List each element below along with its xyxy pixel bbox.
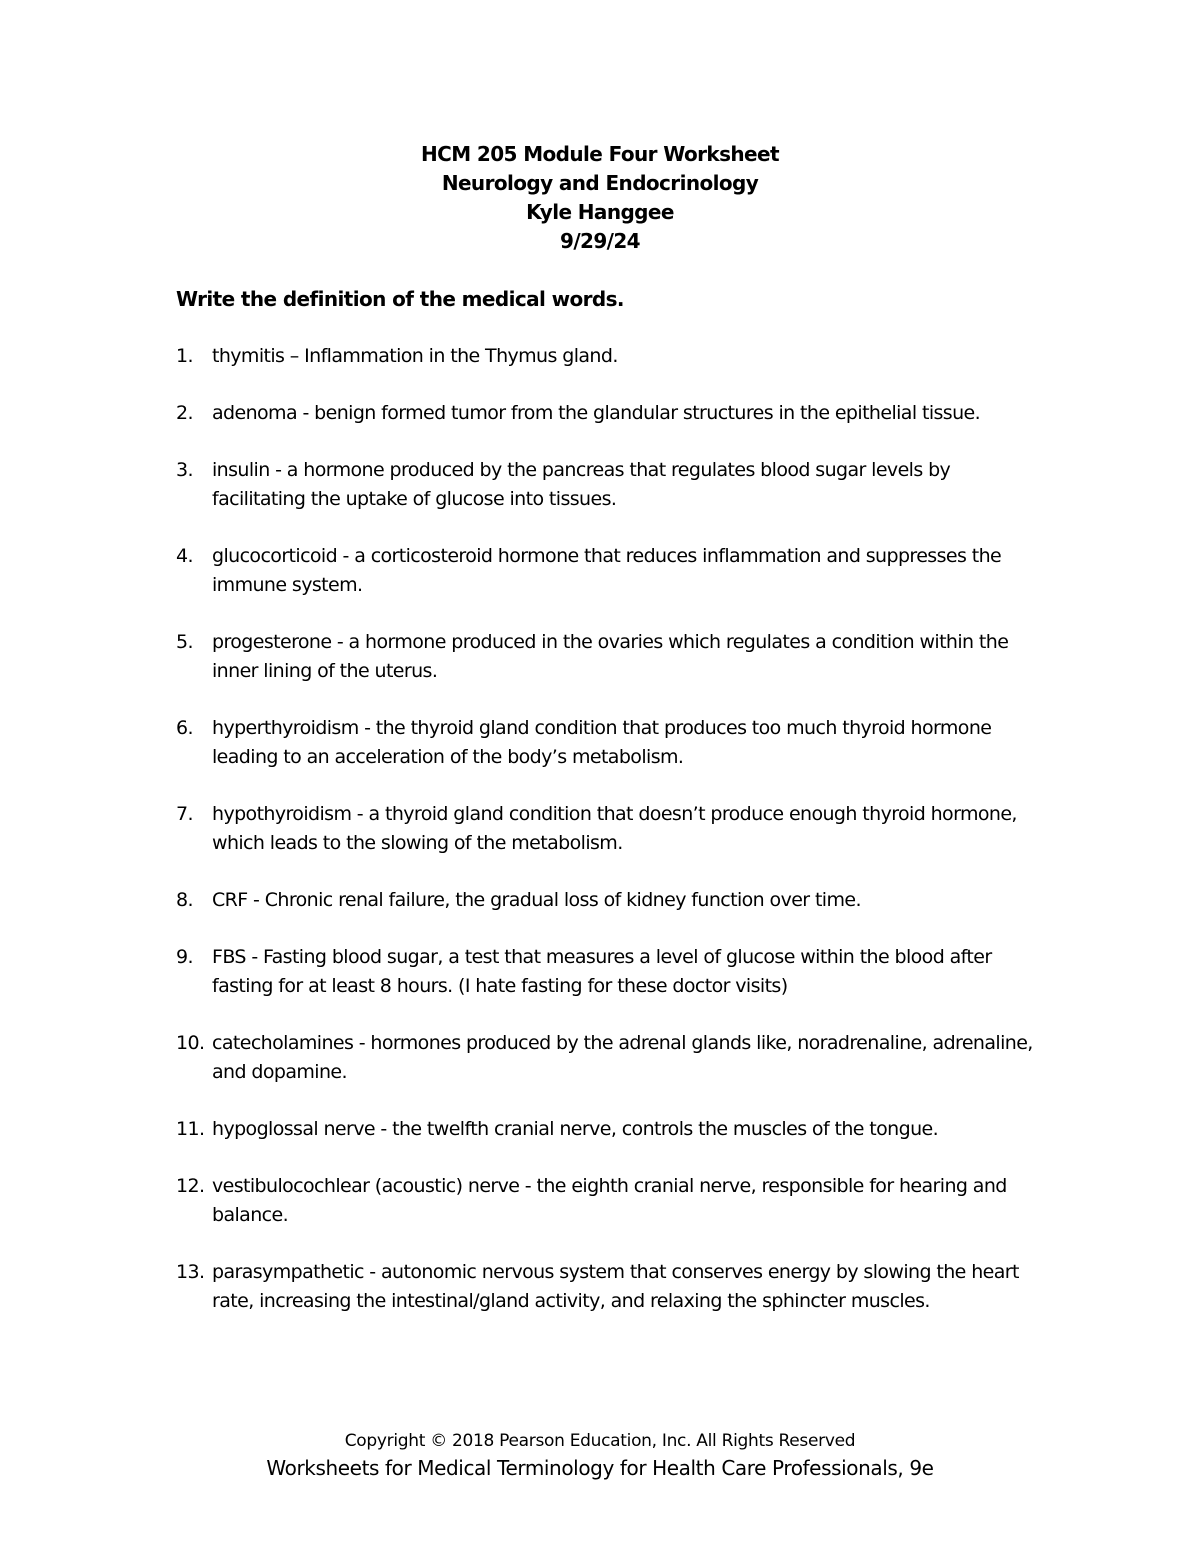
item-number: 6. <box>176 717 193 739</box>
item-number: 9. <box>176 946 193 968</box>
item-number: 7. <box>176 803 193 825</box>
item-number: 8. <box>176 889 193 911</box>
definition-item <box>176 1029 1036 1087</box>
item-text: hyperthyroidism - the thyroid gland condition that produces too much thyroid hormone leading to an acceleration of the body’s metabolism. <box>212 717 992 768</box>
item-text: CRF - Chronic renal failure, the gradual loss of kidney function over time. <box>212 889 861 911</box>
book-title: Worksheets for Medical Terminology for Health Care Professionals, 9e <box>266 1456 934 1480</box>
item-number: 1. <box>176 345 193 367</box>
page-footer <box>0 1428 1200 1482</box>
item-number: 2. <box>176 402 193 424</box>
definition-item <box>176 800 1036 858</box>
definition-item <box>176 399 1036 428</box>
definition-item <box>176 628 1036 686</box>
item-number: 11. <box>176 1118 205 1140</box>
definition-list <box>176 342 1036 1344</box>
item-text: insulin - a hormone produced by the pancreas that regulates blood sugar levels by facilitating the uptake of glucose into tissues. <box>212 459 951 510</box>
instructions: Write the definition of the medical words. <box>176 287 624 311</box>
worksheet-date: 9/29/24 <box>560 229 640 253</box>
item-number: 12. <box>176 1175 205 1197</box>
definition-item <box>176 456 1036 514</box>
definition-item <box>176 1172 1036 1230</box>
item-number: 4. <box>176 545 193 567</box>
item-text: parasympathetic - autonomic nervous system that conserves energy by slowing the heart rate, increasing the intestinal/gland activity, and relaxing the sphincter muscles. <box>212 1261 1019 1312</box>
definition-item <box>176 943 1036 1001</box>
definition-item <box>176 542 1036 600</box>
item-text: adenoma - benign formed tumor from the glandular structures in the epithelial tissue. <box>212 402 981 424</box>
worksheet-header <box>0 140 1200 256</box>
item-text: catecholamines - hormones produced by the adrenal glands like, noradrenaline, adrenaline, and dopamine. <box>212 1032 1033 1083</box>
item-number: 3. <box>176 459 193 481</box>
item-text: glucocorticoid - a corticosteroid hormone that reduces inflammation and suppresses the immune system. <box>212 545 1002 596</box>
item-text: hypoglossal nerve - the twelfth cranial nerve, controls the muscles of the tongue. <box>212 1118 939 1140</box>
definition-item <box>176 1258 1036 1316</box>
item-text: progesterone - a hormone produced in the ovaries which regulates a condition within the inner lining of the uterus. <box>212 631 1009 682</box>
definition-item <box>176 342 1036 371</box>
definition-item <box>176 714 1036 772</box>
course-title: HCM 205 Module Four Worksheet <box>421 142 779 166</box>
item-text: thymitis – Inflammation in the Thymus gland. <box>212 345 618 367</box>
student-name: Kyle Hanggee <box>526 200 674 224</box>
item-number: 13. <box>176 1261 205 1283</box>
item-text: FBS - Fasting blood sugar, a test that measures a level of glucose within the blood after fasting for at least 8 hours. (I hate fasting for these doctor visits) <box>212 946 992 997</box>
definition-item <box>176 1115 1036 1144</box>
subject-title: Neurology and Endocrinology <box>441 171 759 195</box>
item-number: 5. <box>176 631 193 653</box>
item-number: 10. <box>176 1032 205 1054</box>
copyright-notice: Copyright © 2018 Pearson Education, Inc. All Rights Reserved <box>344 1431 856 1451</box>
item-text: vestibulocochlear (acoustic) nerve - the eighth cranial nerve, responsible for hearing and balance. <box>212 1175 1007 1226</box>
item-text: hypothyroidism - a thyroid gland condition that doesn’t produce enough thyroid hormone, which leads to the slowing of the metabolism. <box>212 803 1017 854</box>
definition-item <box>176 886 1036 915</box>
